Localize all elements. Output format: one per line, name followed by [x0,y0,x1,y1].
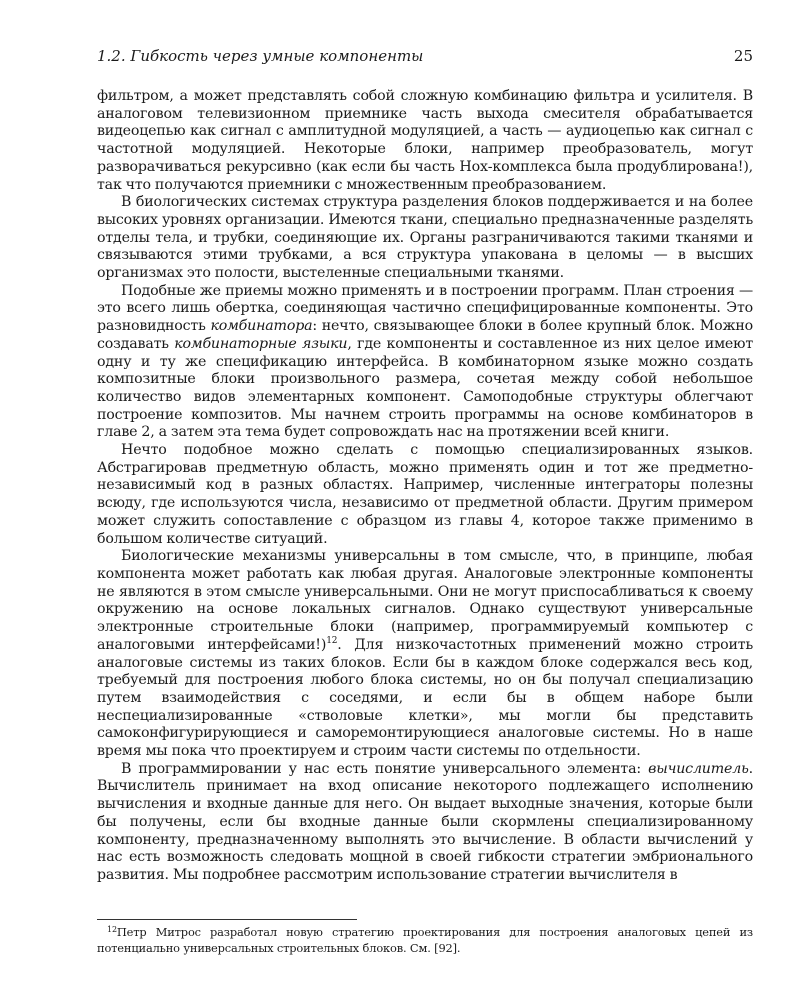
emphasis-term: комбинаторные языки [174,335,348,352]
footnote-divider [97,919,357,920]
paragraph-6 [97,761,753,885]
text-run: Биологические механизмы универсальны в том смысле, что, в принципе, любая компонента может работать как любая другая. Аналоговые электронные компоненты не являются в этом смысле универсальными. Они не могут приспосабливаться к своему окружению на основе локальных сигналов. Однако существуют универсальные электронные строительные блоки (например, программируемый компьютер с аналоговыми интерфейсами!) [97,548,753,653]
text-run: : нечто, связывающее блоки в более крупный блок. Можно создавать [97,318,753,352]
footnote [97,925,753,956]
running-header [97,47,753,69]
section-title: 1.2. Гибкость через умные компоненты [97,47,424,65]
footnote-reference[interactable]: 12 [326,635,338,646]
text-run: Подобные же приемы можно применять и в построении программ. План строения — это всего лишь обертка, соединяющая частично специфицированные компоненты. Это разновидность [97,282,753,335]
text-run: , где компоненты и составленное из них целое имеют одну и ту же спецификацию интерфейса. В комбинаторном языке можно создать композитные блоки произвольного размера, сочетая между собой небольшое количество видов элементарных компонент. Самоподобные структуры облегчают построение композитов. Мы начнем строить программы на основе комбинаторов в главе 2, а затем эта тема будет сопровождать нас на протяжении всей книги. [97,335,753,441]
paragraph-5 [97,548,753,760]
paragraph-3 [97,283,753,442]
emphasis-term: вычислитель [648,760,749,777]
text-run: . Вычислитель принимает на вход описание некоторого подлежащего исполнению вычисления и входные данные для него. Он выдает выходные значения, которые были бы получены, если бы входные данные были скормлены специализированному компоненту, предназначенному выполнять это вычисление. В области вычислений у нас есть возможность следовать мощной в своей гибкости стратегии эмбрионального развития. Мы подробнее рассмотрим использование стратегии вычислителя в [97,760,753,883]
text-run: . Для низкочастотных применений можно строить аналоговые системы из таких блоков. Если бы в каждом блоке содержался весь код, требуемый для построения любого блока системы, но он бы получал специализацию путем взаимодействия с соседями, и если бы в общем наборе были неспециализированные «стволовые клетки», мы могли бы представить самоконфигурирующиеся и саморемонтирующиеся аналоговые системы. Но в наше время мы пока что проектируем и строим части системы по отдельности. [97,636,754,760]
paragraph-2: В биологических системах структура разделения блоков поддерживается и на более высоких уровнях организации. Имеются ткани, специально предназначенные разделять отделы тела, и трубки, соединяющие их. Органы разграничиваются такими тканями и связываются этими трубками, а вся структура упакована в целомы — в высших организмах это полости, выстеленные специальными тканями. [97,194,753,282]
paragraph-1: фильтром, а может представлять собой сложную комбинацию фильтра и усилителя. В аналоговом телевизионном приемнике часть выхода смесителя обрабатывается видеоцепью как сигнал с амплитудной модуляцией, а часть — аудиоцепью как сигнал с частотной модуляцией. Некоторые блоки, например преобразователь, могут разворачиваться рекурсивно (как если бы часть Нох-комплекса была продублирована!), так что получаются приемники с множественным преобразованием. [97,88,753,193]
footnote-mark: 12 [107,925,117,934]
body-text [97,88,753,885]
footnote-text: Петр Митрос разработал новую стратегию проектирования для построения аналоговых цепей из потенциально универсальных строительных блоков. См. [92]. [97,925,753,955]
paragraph-4: Нечто подобное можно сделать с помощью специализированных языков. Абстрагировав предметную область, можно применять один и тот же предметно-независимый код в разных областях. Например, численные интеграторы полезны всюду, где используются числа, независимо от предметной области. Другим примером может служить сопоставление с образцом из главы 4, которое также применимо в большом количестве ситуаций. [97,442,753,547]
page-number: 25 [733,47,753,65]
text-run: В программировании у нас есть понятие универсального элемента: [121,760,649,777]
emphasis-term: комбинатора [210,318,313,335]
